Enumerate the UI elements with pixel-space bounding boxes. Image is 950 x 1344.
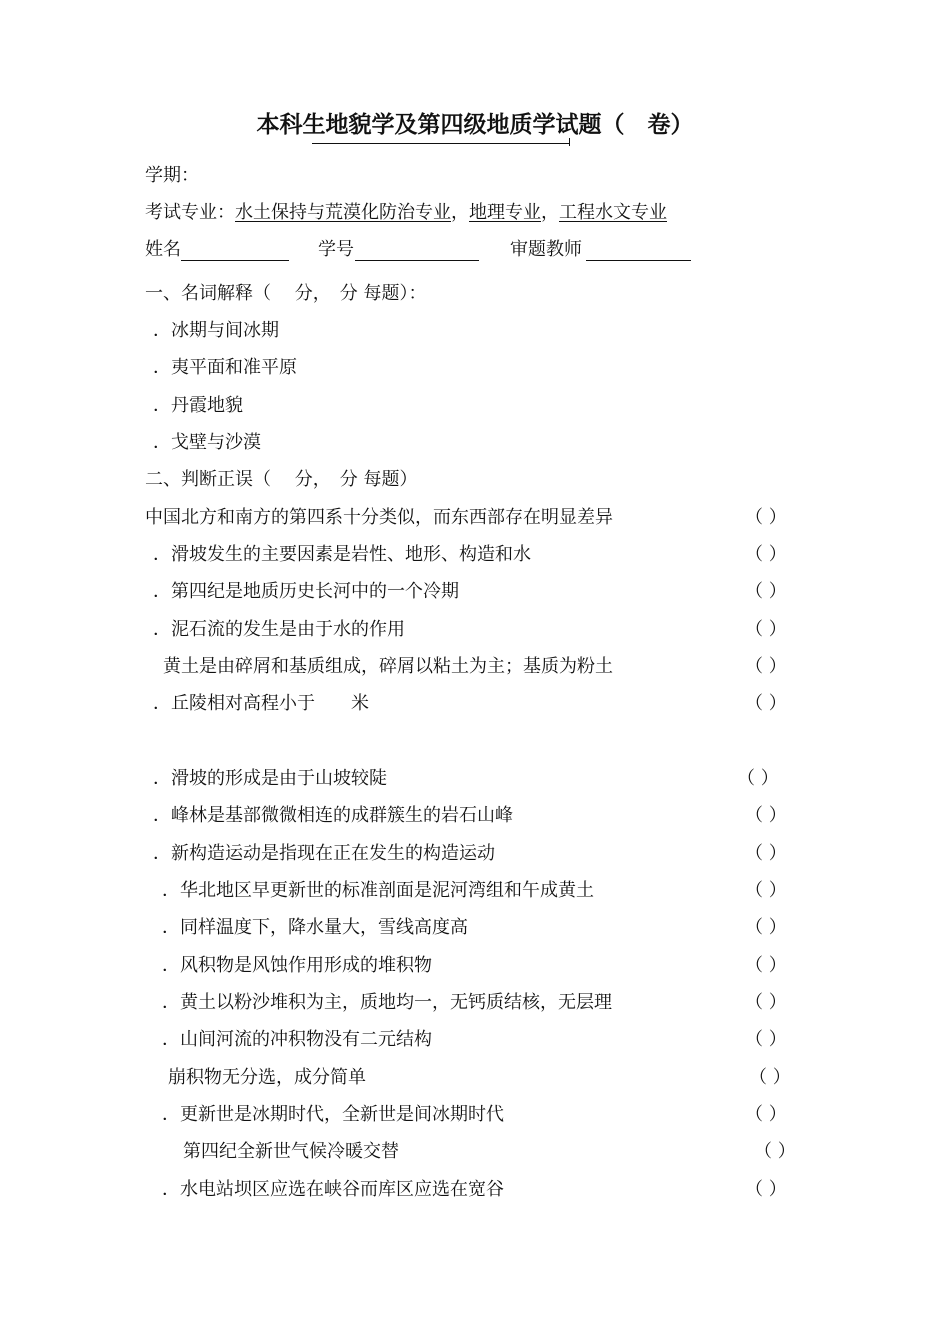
name-blank[interactable] [181, 260, 289, 261]
answer-parentheses[interactable]: （ ） [745, 656, 787, 677]
answer-parentheses[interactable]: （ ） [745, 917, 787, 938]
title-underline [312, 143, 570, 144]
major-item-geography: 地理专业 [469, 202, 541, 223]
judge-item: 中国北方和南方的第四系十分类似，而东西部存在明显差异 [145, 507, 613, 528]
judge-item: ．更新世是冰期时代，全新世是间冰期时代 [162, 1104, 504, 1125]
judge-item: ．峰林是基部微微相连的成群簇生的岩石山峰 [153, 805, 513, 826]
answer-parentheses[interactable]: （ ） [745, 581, 787, 602]
title-underline-tick [569, 138, 570, 146]
term-item: ．夷平面和准平原 [153, 357, 297, 378]
answer-parentheses[interactable]: （ ） [745, 955, 787, 976]
answer-parentheses[interactable]: （ ） [745, 880, 787, 901]
reviewer-blank[interactable] [586, 260, 691, 261]
major-separator: ， [541, 202, 559, 223]
judge-item: ．山间河流的冲积物没有二元结构 [162, 1029, 432, 1050]
answer-parentheses[interactable]: （ ） [745, 805, 787, 826]
term-item: ．冰期与间冰期 [153, 320, 279, 341]
answer-parentheses[interactable]: （ ） [745, 1179, 787, 1200]
student-id-label: 学号 [318, 239, 354, 260]
judge-item: ．水电站坝区应选在峡谷而库区应选在宽谷 [162, 1179, 504, 1200]
page-title: 本科生地貌学及第四级地质学试题（ 卷） [256, 112, 694, 138]
judge-item: ．华北地区早更新世的标准剖面是泥河湾组和午成黄土 [162, 880, 594, 901]
answer-parentheses[interactable]: （ ） [745, 992, 787, 1013]
major-line [145, 201, 667, 225]
answer-parentheses[interactable]: （ ） [745, 507, 787, 528]
answer-parentheses[interactable]: （ ） [745, 843, 787, 864]
answer-parentheses[interactable]: （ ） [745, 693, 787, 714]
judge-item: ．新构造运动是指现在正在发生的构造运动 [153, 843, 495, 864]
section1-heading: 一、名词解释（ 分， 分 每题）： [145, 283, 427, 304]
answer-parentheses[interactable]: （ ） [754, 1141, 796, 1162]
reviewer-label: 审题教师 [510, 239, 582, 260]
answer-parentheses[interactable]: （ ） [745, 1104, 787, 1125]
major-label: 考试专业： [145, 202, 235, 223]
judge-item: 崩积物无分选，成分简单 [168, 1067, 366, 1088]
judge-item: ．泥石流的发生是由于水的作用 [153, 619, 405, 640]
answer-parentheses[interactable]: （ ） [749, 1067, 791, 1088]
student-id-blank[interactable] [355, 260, 479, 261]
judge-item: ．第四纪是地质历史长河中的一个冷期 [153, 581, 459, 602]
judge-item: ．风积物是风蚀作用形成的堆积物 [162, 955, 432, 976]
judge-item: ．同样温度下，降水量大，雪线高度高 [162, 917, 468, 938]
judge-item: 第四纪全新世气候冷暖交替 [183, 1141, 399, 1162]
term-item: ．戈壁与沙漠 [153, 432, 261, 453]
major-separator: ， [451, 202, 469, 223]
answer-parentheses[interactable]: （ ） [745, 619, 787, 640]
judge-item: ．滑坡的形成是由于山坡较陡 [153, 768, 387, 789]
term-item: ．丹霞地貌 [153, 395, 243, 416]
semester-label: 学期： [145, 165, 199, 186]
judge-item: 黄土是由碎屑和基质组成，碎屑以粘土为主；基质为粉土 [163, 656, 613, 677]
major-item-hydrology: 工程水文专业 [559, 202, 667, 223]
section2-heading: 二、判断正误（ 分， 分 每题） [145, 469, 418, 490]
judge-item: ．丘陵相对高程小于 米 [153, 693, 369, 714]
answer-parentheses[interactable]: （ ） [745, 1029, 787, 1050]
name-label: 姓名 [145, 239, 181, 260]
answer-parentheses[interactable]: （ ） [745, 544, 787, 565]
judge-item: ．滑坡发生的主要因素是岩性、地形、构造和水 [153, 544, 531, 565]
judge-item: ．黄土以粉沙堆积为主，质地均一，无钙质结核，无层理 [162, 992, 612, 1013]
answer-parentheses[interactable]: （ ） [737, 768, 779, 789]
major-item-soil: 水土保持与荒漠化防治专业 [235, 202, 451, 223]
